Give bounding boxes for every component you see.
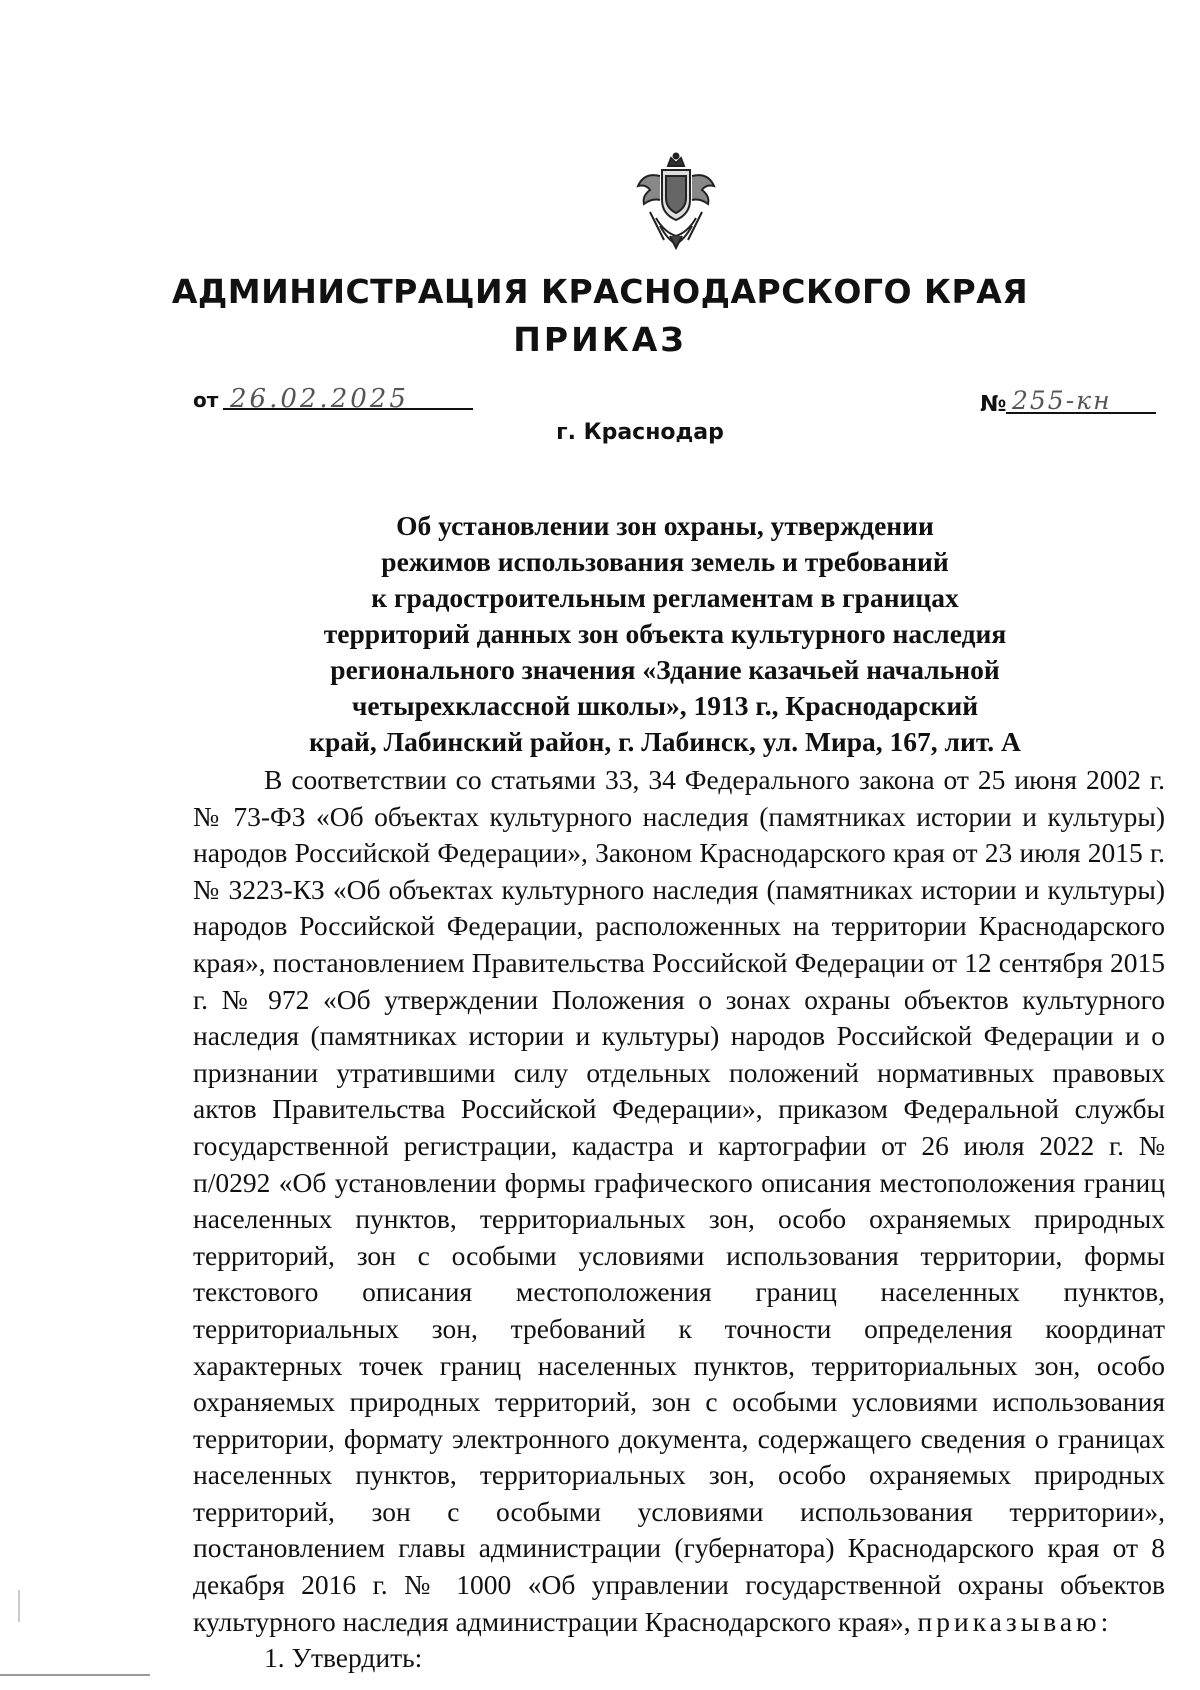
- number-handwritten: 255-кн: [1012, 386, 1112, 415]
- title-line: край, Лабинский район, г. Лабинск, ул. Мира, 167, лит. А: [309, 726, 1021, 757]
- title-line: режимов использования земель и требований: [381, 546, 949, 577]
- number-underline: [1006, 412, 1156, 414]
- title-line: территорий данных зон объекта культурного наследия: [323, 618, 1007, 649]
- title-line: к градостроительным регламентам в границах: [371, 582, 959, 613]
- city-name: г. Краснодар: [556, 420, 724, 445]
- krasnodar-coat-of-arms-icon: [630, 152, 722, 250]
- document-type: ПРИКАЗ: [513, 320, 687, 359]
- title-line: регионального значения «Здание казачьей начальной: [330, 654, 1000, 685]
- scan-artifact: [18, 1590, 20, 1622]
- title-line: четырехклассной школы», 1913 г., Краснодарский: [351, 690, 979, 721]
- date-underline: [223, 408, 473, 410]
- document-body: [193, 762, 1165, 1677]
- organization-name: АДМИНИСТРАЦИЯ КРАСНОДАРСКОГО КРАЯ: [171, 272, 1029, 311]
- number-prefix: №: [980, 392, 1007, 417]
- order-word: приказываю:: [917, 1605, 1113, 1637]
- preamble-text: В соответствии со статьями 33, 34 Федерального закона от 25 июня 2002 г. № 73-ФЗ «Об объектах культурного наследия (памятниках истории и культуры) народов Российской Федерации», Законом Краснодарского края от 23 июля 2015 г. № 3223-КЗ «Об объектах культурного наследия (памятниках истории и культуры) народов Российской Федерации, расположенных на территории Краснодарского края», постановлением Правительства Российской Федерации от 12 сентября 2015 г. № 972 «Об утверждении Положения о зонах охраны объектов культурного наследия (памятниках истории и культуры) народов Российской Федерации и о признании утратившими силу отдельных положений нормативных правовых актов Правительства Российской Федерации», приказом Федеральной службы государственной регистрации, кадастра и картографии от 26 июля 2022 г. № п/0292 «Об установлении формы графического описания местоположения границ населенных пунктов, территориальных зон, особо охраняемых природных территорий, зон с особыми условиями использования территории, формы текстового описания местоположения границ населенных пунктов, территориальных зон, требований к точности определения координат характерных точек границ населенных пунктов, территориальных зон, особо охраняемых природных территорий, зон с особыми условиями использования территории, формату электронного документа, содержащего сведения о границах населенных пунктов, территориальных зон, особо охраняемых природных территорий, зон с особыми условиями использования территории», постановлением главы администрации (губернатора) Краснодарского края от 8 декабря 2016 г. № 1000 «Об управлении государственной охраны объектов культурного наследия администрации Краснодарского края»,: [193, 764, 1165, 1637]
- date-handwritten: 26.02.2025: [230, 384, 409, 414]
- scan-artifact: [0, 1674, 150, 1676]
- date-prefix: от: [193, 388, 219, 412]
- preamble-paragraph: [193, 762, 1165, 1640]
- title-line: Об установлении зон охраны, утверждении: [396, 510, 934, 541]
- item-1: 1. Утвердить:: [264, 1642, 423, 1674]
- document-title: [300, 508, 1030, 760]
